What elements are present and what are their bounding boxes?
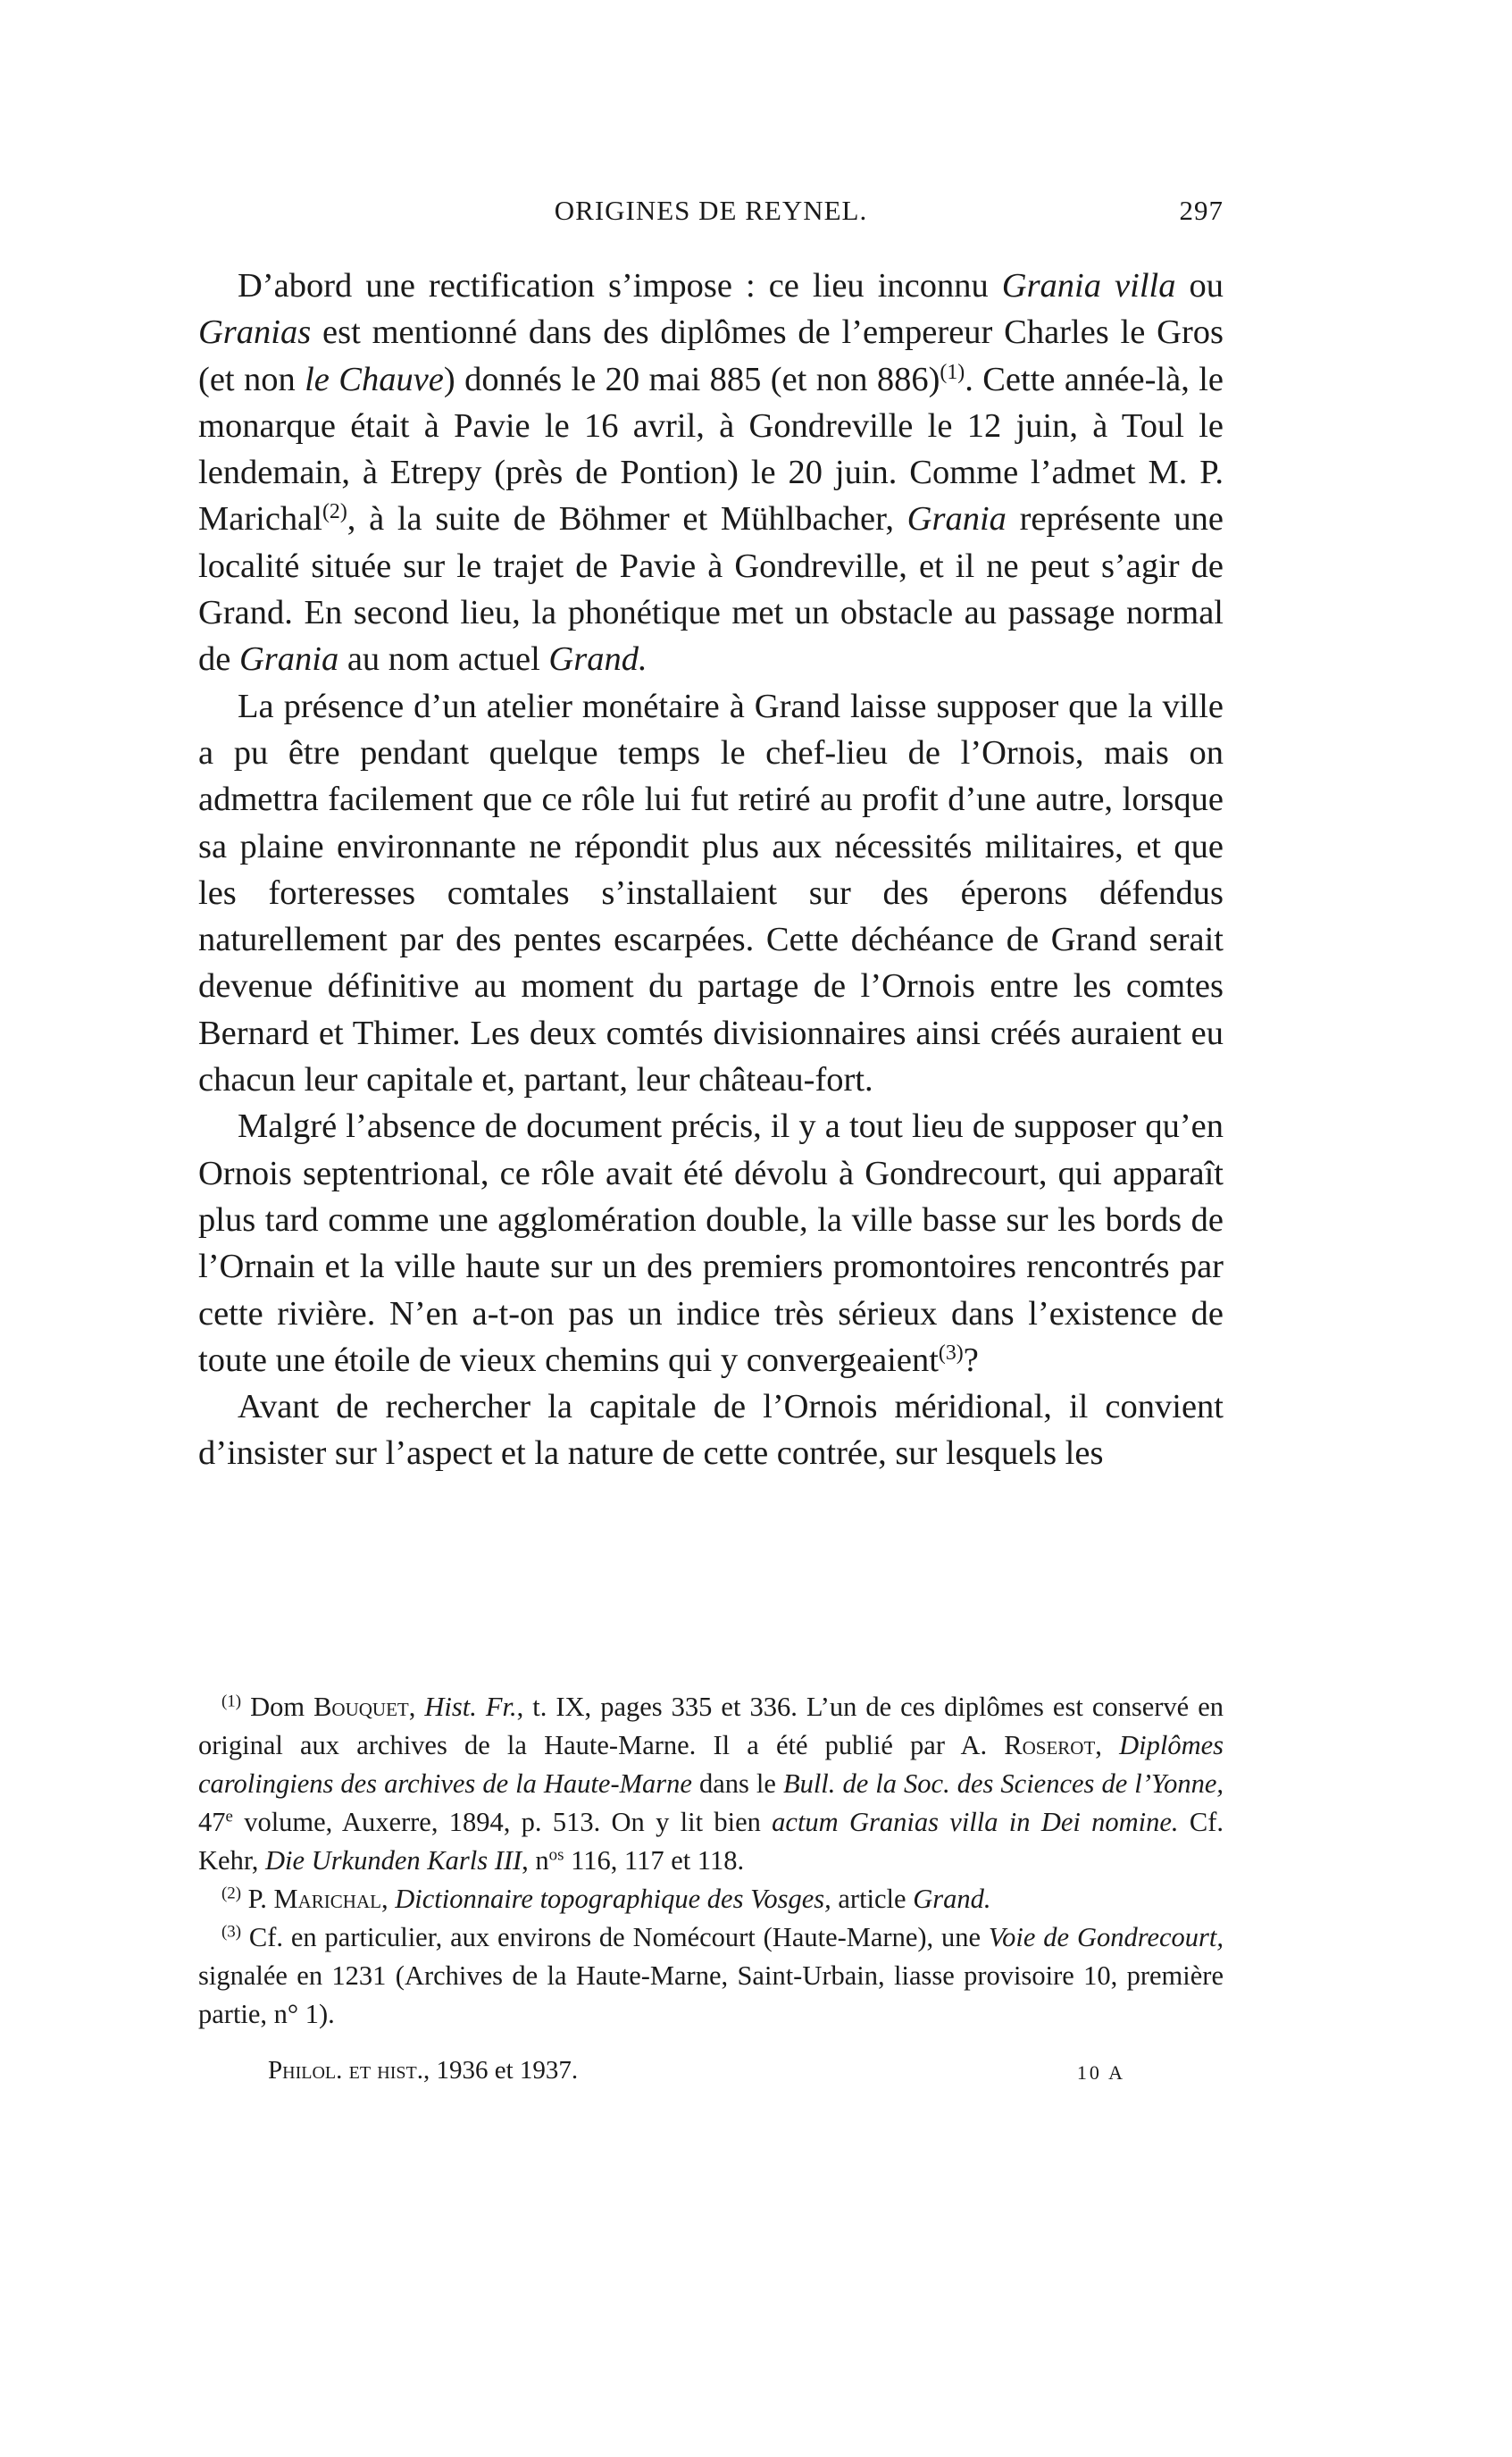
footnote-1: $^{(1)}$ Dom Bouquet, Hist. Fr., t. IX, pages 335 et 336. L’un de ces diplômes est conservé en original aux archives de la Haute-Marne. Il a été publié par A. Roserot, Diplômes carolingiens des archives de la Haute-Marne dans le Bull. de la Soc. des Sciences de l’Yonne, 47e volume, Auxerre, 1894, p. 513. On y lit bien actum Granias villa in Dei nomine. Cf. Kehr, Die Urkunden Karls III, $n^{os}$ 116, 117 et 118. (198, 1692, 1224, 1876)
paragraph-2: La présence d’un atelier monétaire à Grand laisse supposer que la ville a pu être pendant quelque temps le chef-lieu de l’Ornois, mais on admettra facilement que ce rôle lui fut retiré au profit d’une autre, lorsque sa plaine environnante ne répondit plus aux nécessités militaires, et que les forteresses comtales s’installaient sur des éperons défendus naturellement par des pentes escarpées. Cette déchéance de Grand serait devenue définitive au moment du partage de l’Ornois entre les comtes Bernard et Thimer. Les deux comtés divisionnaires ainsi créés auraient eu chacun leur capitale et, partant, leur château-fort. (198, 687, 1224, 1099)
footnotes (198, 1688, 1224, 2034)
footnote-ref-3: (3) (938, 1341, 964, 1365)
page-number: 297 (1179, 195, 1224, 226)
footnote-ref-2: (2) (322, 500, 347, 524)
signature-text: Philol. et hist., 1936 et 1937. (268, 2056, 579, 2085)
footnote-3: $^{(3)}$ Cf. en particulier, aux environs de Nomécourt (Haute-Marne), une Voie de Gondrecourt, signalée en 1231 (Archives de la Haute-Marne, Saint-Urbain, liasse provisoire 10, première partie, n° 1). (198, 1922, 1224, 2029)
running-head (198, 195, 1224, 234)
running-title: ORIGINES DE REYNEL. (554, 195, 868, 226)
footnote-2: $^{(2)}$ P. Marichal, Dictionnaire topographique des Vosges, article Grand. (221, 1884, 991, 1914)
paragraph-1: D’abord une rectification s’impose : ce lieu inconnu Grania villa ou Granias est mentionné dans des diplômes de l’empereur Charles le Gros (et non le Chauve) donnés le 20 mai 885 (et non 886)$^{(1)}$. Cette année-là, le monarque était à Pavie le 16 avril, à Gondreville le 12 juin, à Toul le lendemain, à Etrepy (près de Pontion) le 20 juin. Comme l’admet M. P. Marichal$^{(2)}$, à la suite de Böhmer et Mühlbacher, Grania représente une localité située sur le trajet de Pavie à Gondreville, et il ne peut s’agir de Grand. En second lieu, la phonétique met un obstacle au passage normal de Grania au nom actuel Grand. (198, 267, 1224, 679)
paragraph-4: Avant de rechercher la capitale de l’Ornois méridional, il convient d’insister sur l’aspect et la nature de cette contrée, sur lesquels les (198, 1388, 1224, 1473)
footnote-ref-1: (1) (940, 360, 965, 384)
paragraph-3: Malgré l’absence de document précis, il y a tout lieu de supposer qu’en Ornois septentrional, ce rôle avait été dévolu à Gondrecourt, qui apparaît plus tard comme une agglomération double, la ville basse sur les bords de l’Ornain et la ville haute sur un des premiers promontoires rencontrés par cette rivière. N’en a-t-on pas un indice très sérieux dans l’existence de toute une étoile de vieux chemins qui y convergeaient$^{(3)}$? (198, 1107, 1224, 1379)
body-text (198, 263, 1224, 1477)
signature-line (268, 2056, 1125, 2092)
signature-mark: 10 A (1076, 2061, 1125, 2084)
